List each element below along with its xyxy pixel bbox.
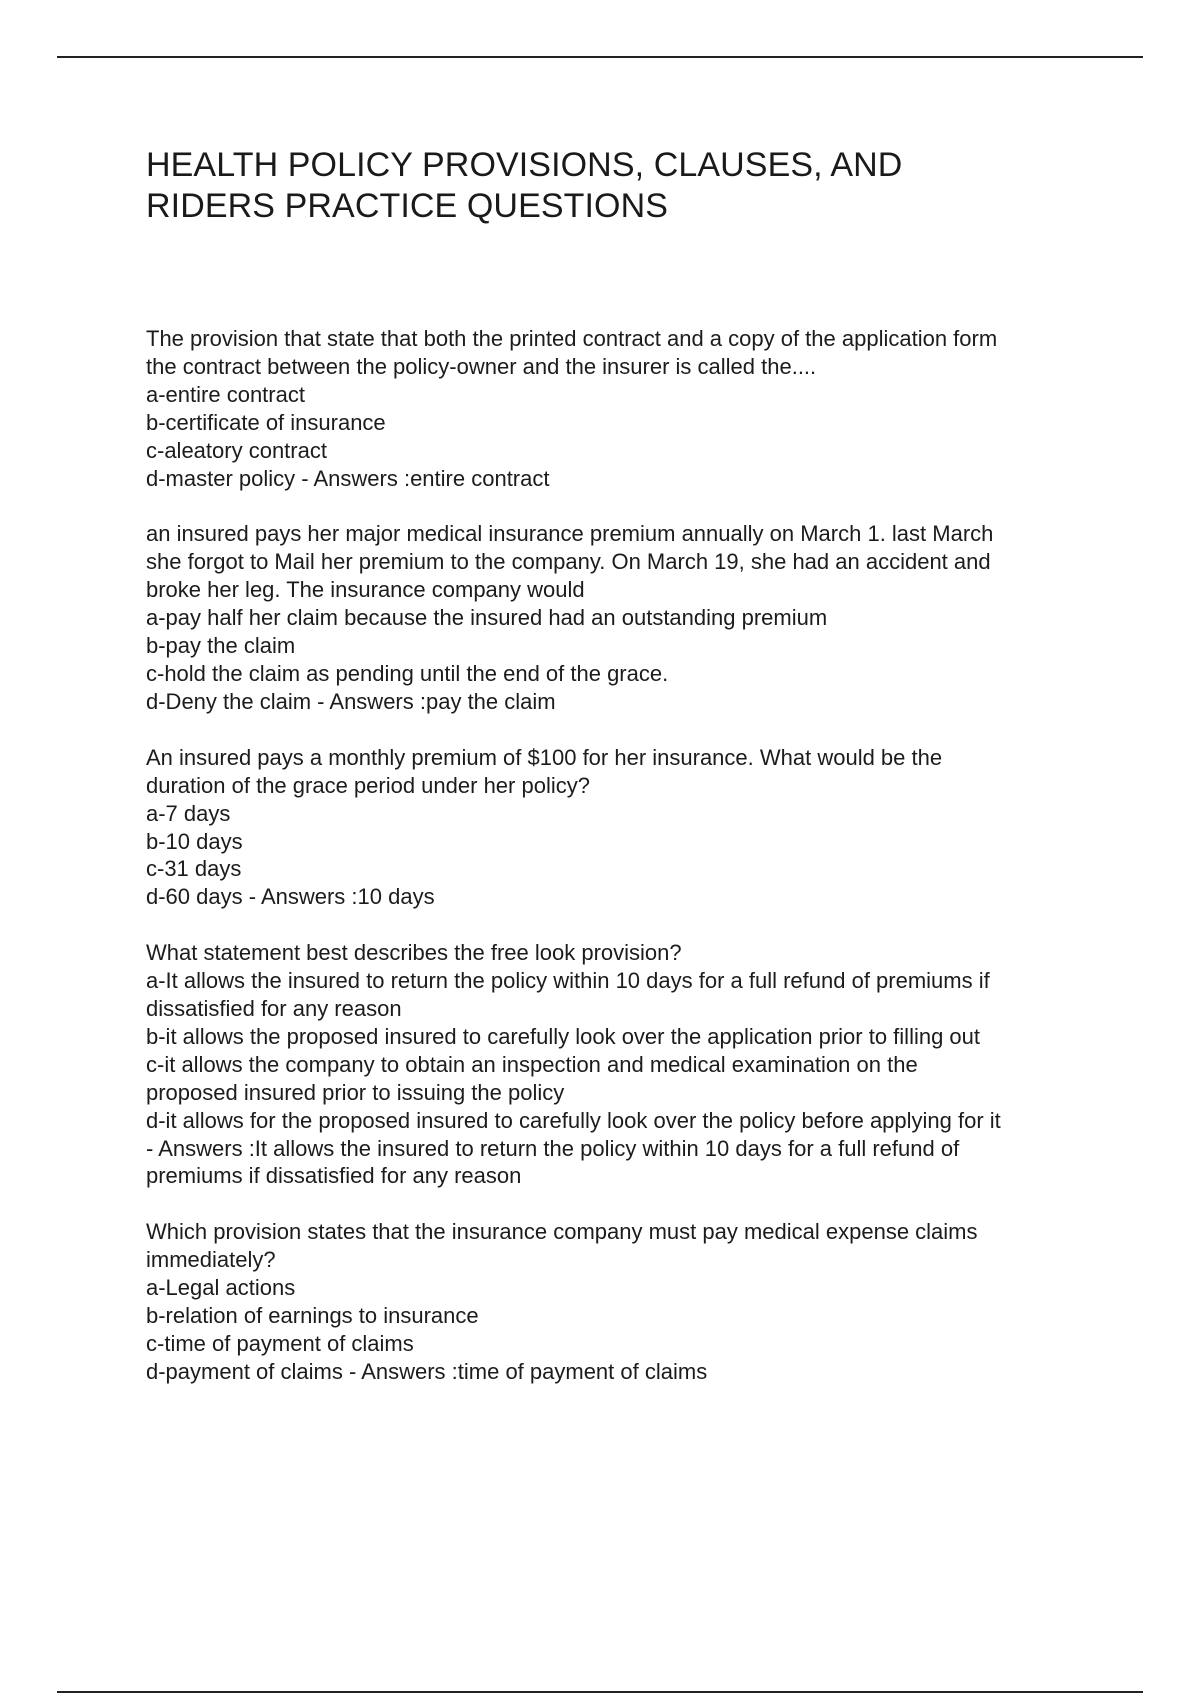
answer-option: c-aleatory contract (146, 437, 327, 463)
answer-option-with-answer: d-Deny the claim - Answers :pay the claim (146, 688, 556, 714)
question-text: What statement best describes the free look provision? (146, 940, 682, 966)
answer-option: c-time of payment of claims (146, 1331, 414, 1356)
question-text: an insured pays her major medical insurance premium annually on March 1. last March (146, 521, 994, 547)
document-title (146, 145, 1106, 227)
answer-option-with-answer: d-master policy - Answers :entire contract (146, 465, 550, 491)
question-text: An insured pays a monthly premium of $100 for her insurance. What would be the (146, 744, 943, 770)
answer-option: a-pay half her claim because the insured had an outstanding premium (146, 605, 828, 631)
answer-option: b-it allows the proposed insured to carefully look over the application prior to filling out (146, 1023, 981, 1049)
question-block (146, 325, 1096, 492)
document-title-line: RIDERS PRACTICE QUESTIONS (146, 187, 669, 225)
document-title-line: HEALTH POLICY PROVISIONS, CLAUSES, AND (146, 146, 903, 184)
bottom-rule (57, 1691, 1143, 1693)
answer-option: dissatisfied for any reason (146, 996, 402, 1022)
answer-option: a-entire contract (146, 381, 305, 407)
answer-option: a-7 days (146, 800, 231, 826)
answer-option: proposed insured prior to issuing the policy (146, 1079, 565, 1105)
question-text: she forgot to Mail her premium to the company. On March 19, she had an accident and (146, 549, 991, 575)
answer-option: c-it allows the company to obtain an inspection and medical examination on the (146, 1051, 918, 1077)
answer-option: b-certificate of insurance (146, 409, 386, 435)
answer-option: a-Legal actions (146, 1275, 296, 1301)
answer-option: d-it allows for the proposed insured to carefully look over the policy before applying for it (146, 1107, 1001, 1133)
question-block (146, 520, 1096, 715)
question-list (146, 325, 1096, 1414)
answer-text: premiums if dissatisfied for any reason (146, 1163, 522, 1189)
answer-option: c-hold the claim as pending until the end of the grace. (146, 660, 669, 686)
answer-option: b-relation of earnings to insurance (146, 1303, 479, 1329)
answer-option-with-answer: d-payment of claims - Answers :time of payment of claims (146, 1358, 708, 1384)
question-block (146, 744, 1096, 911)
answer-text: - Answers :It allows the insured to return the policy within 10 days for a full refund of (146, 1135, 960, 1161)
answer-option: a-It allows the insured to return the policy within 10 days for a full refund of premiums if (146, 968, 990, 994)
question-text: The provision that state that both the printed contract and a copy of the application form (146, 326, 998, 351)
top-rule (57, 56, 1143, 58)
question-block (146, 1218, 1096, 1385)
question-text: immediately? (146, 1247, 276, 1273)
question-text: Which provision states that the insurance company must pay medical expense claims (146, 1219, 978, 1245)
answer-option: c-31 days (146, 856, 242, 882)
question-text: duration of the grace period under her policy? (146, 772, 590, 798)
answer-option-with-answer: d-60 days - Answers :10 days (146, 884, 435, 910)
answer-option: b-10 days (146, 828, 243, 854)
question-block (146, 939, 1096, 1190)
question-text: the contract between the policy-owner and the insurer is called the.... (146, 353, 817, 379)
question-text: broke her leg. The insurance company would (146, 577, 585, 603)
answer-option: b-pay the claim (146, 633, 296, 659)
